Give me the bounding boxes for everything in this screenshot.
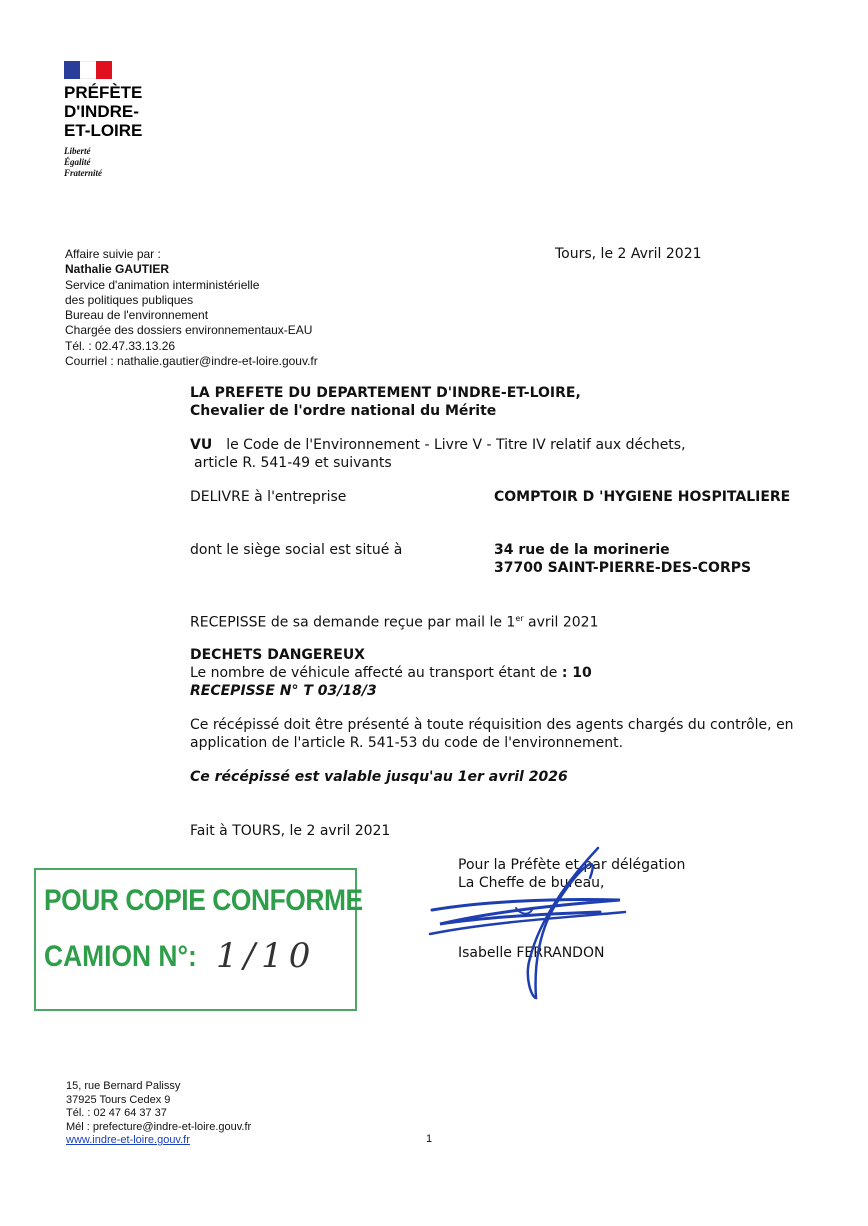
motto-line: Fraternité <box>64 168 103 178</box>
sender-block <box>65 247 318 369</box>
company-name: COMPTOIR D 'HYGIENE HOSPITALIERE <box>494 489 791 505</box>
issuer-name <box>64 83 142 140</box>
footer-address <box>66 1080 251 1148</box>
handwritten-signature <box>420 838 640 1003</box>
motto-line: Égalité <box>64 157 91 167</box>
sender-line: Chargée des dossiers environnementaux-EAU <box>65 323 313 338</box>
delivery-label: DELIVRE à l'entreprise <box>190 489 347 505</box>
signer-name: Isabelle FERRANDON <box>458 945 605 961</box>
address-line: 34 rue de la morinerie <box>494 542 670 558</box>
sender-label: Affaire suivie par : <box>65 247 161 261</box>
motto-line: Liberté <box>64 146 91 156</box>
marianne-logo-icon <box>64 61 112 79</box>
stamp-truck-number: 1/10 <box>216 936 317 976</box>
sender-line: des politiques publiques <box>65 292 194 307</box>
page-number: 1 <box>426 1133 433 1145</box>
vu-label: VU <box>190 437 213 453</box>
made-at-line: Fait à TOURS, le 2 avril 2021 <box>190 823 391 839</box>
footer-phone: Tél. : 02 47 64 37 37 <box>66 1107 167 1119</box>
sender-line: Bureau de l'environnement <box>65 308 209 323</box>
authority-line: Chevalier de l'ordre national du Mérite <box>190 403 497 419</box>
issuer-line: ET-LOIRE <box>64 121 143 140</box>
republic-motto <box>64 146 102 179</box>
stamp-truck-label: CAMION N°: <box>44 940 197 973</box>
waste-title: DECHETS DANGEREUX <box>190 647 365 663</box>
issuer-line: D'INDRE- <box>64 102 139 121</box>
validity-line: Ce récépissé est valable jusqu'au 1er avril 2026 <box>190 769 568 785</box>
receipt-text: avril 2021 <box>523 614 599 631</box>
recepisse-number: RECEPISSE N° T 03/18/3 <box>190 683 377 699</box>
sender-line: Service d'animation interministérielle <box>65 277 260 292</box>
headquarters-address <box>494 541 751 577</box>
footer-line: 15, rue Bernard Palissy <box>66 1080 181 1092</box>
delegation-line: Pour la Préfète et par délégation <box>458 857 686 873</box>
authority-title <box>190 384 581 420</box>
website-link[interactable]: www.indre-et-loire.gouv.fr <box>66 1134 190 1146</box>
vu-clause <box>190 436 686 472</box>
vu-text: article R. 541-49 et suivants <box>194 455 392 471</box>
receipt-sup: er <box>515 614 524 623</box>
address-line: 37700 SAINT-PIERRE-DES-CORPS <box>494 560 752 576</box>
receipt-line <box>190 610 598 632</box>
receipt-text: RECEPISSE de sa demande reçue par mail le 1 <box>190 614 516 631</box>
certified-copy-stamp <box>34 868 363 1011</box>
vehicles-count: : 10 <box>561 665 592 681</box>
footer-email: Mél : prefecture@indre-et-loire.gouv.fr <box>66 1120 252 1133</box>
vehicles-text: Le nombre de véhicule affecté au transport étant de <box>190 665 562 681</box>
stamp-title: POUR COPIE CONFORME <box>44 884 363 917</box>
waste-block <box>190 646 592 700</box>
sender-email: Courriel : nathalie.gautier@indre-et-loire.gouv.fr <box>65 354 318 369</box>
footer-line: 37925 Tours Cedex 9 <box>66 1093 171 1106</box>
sender-name: Nathalie GAUTIER <box>65 262 170 277</box>
sender-line: Tél. : 02.47.33.13.26 <box>65 338 176 353</box>
office-head-line: La Cheffe de bureau, <box>458 875 605 891</box>
notice-line: Ce récépissé doit être présenté à toute réquisition des agents chargés du contrôle, en <box>190 717 794 733</box>
authority-line: LA PREFETE DU DEPARTEMENT D'INDRE-ET-LOIRE, <box>190 385 581 401</box>
vu-text: le Code de l'Environnement - Livre V - Titre IV relatif aux déchets, <box>226 437 686 453</box>
document-date: Tours, le 2 Avril 2021 <box>555 246 702 262</box>
issuer-line: PRÉFÈTE <box>64 83 143 102</box>
notice-block <box>190 716 794 752</box>
notice-line: application de l'article R. 541-53 du code de l'environnement. <box>190 735 624 751</box>
headquarters-label: dont le siège social est situé à <box>190 542 403 558</box>
